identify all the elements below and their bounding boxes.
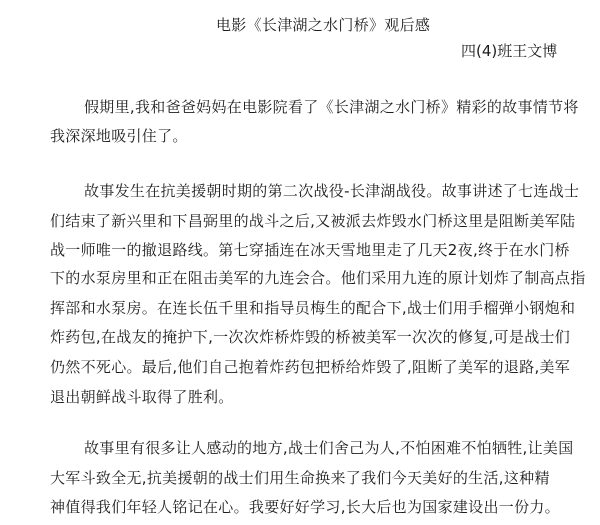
text-line: 退出朝鲜战斗取得了胜利。 (50, 388, 234, 406)
text-line: 仍然不死心。最后,他们自己抱着炸药包把桥给炸毁了,阻断了美军的退路,美军 (50, 358, 571, 376)
text-line: 假期里,我和爸爸妈妈在电影院看了《长津湖之水门桥》精彩的故事情节将 (84, 98, 579, 116)
text-line: 战一师唯一的撤退路线。第七穿插连在冰天雪地里走了几天2夜,终于在水门桥 (50, 241, 570, 259)
text-line: 故事里有很多让人感动的地方,战士们舍己为人,不怕困难不怕牺牲,让美国 (84, 439, 574, 457)
text-line: 们结束了新兴里和下昌弼里的战斗之后,又被派去炸毁水门桥这里是阻断美军陆 (50, 212, 576, 230)
author-class-name: 四(4)班王文博 (461, 42, 558, 60)
text-line: 炸药包,在战友的掩护下,一次次炸桥炸毁的桥被美军一次次的修复,可是战士们 (50, 328, 571, 346)
text-line: 我深深地吸引住了。 (50, 127, 188, 145)
essay-title: 电影《长津湖之水门桥》观后感 (216, 16, 431, 34)
text-line: 挥部和水泵房。在连长伍千里和指导员梅生的配合下,战士们用手榴弹小钢炮和 (50, 299, 576, 317)
text-line: 故事发生在抗美援朝时期的第二次战役-长津湖战役。故事讲述了七连战士 (84, 182, 580, 200)
text-line: 大军斗致全无,抗美援朝的战士们用生命换来了我们今天美好的生活,这种精 (50, 469, 550, 487)
text-line: 神值得我们年轻人铭记在心。我要好好学习,长大后也为国家建设出一份力。 (50, 498, 560, 516)
text-line: 下的水泵房里和正在阻击美军的九连会合。他们采用九连的原计划炸了制高点指 (50, 269, 586, 287)
